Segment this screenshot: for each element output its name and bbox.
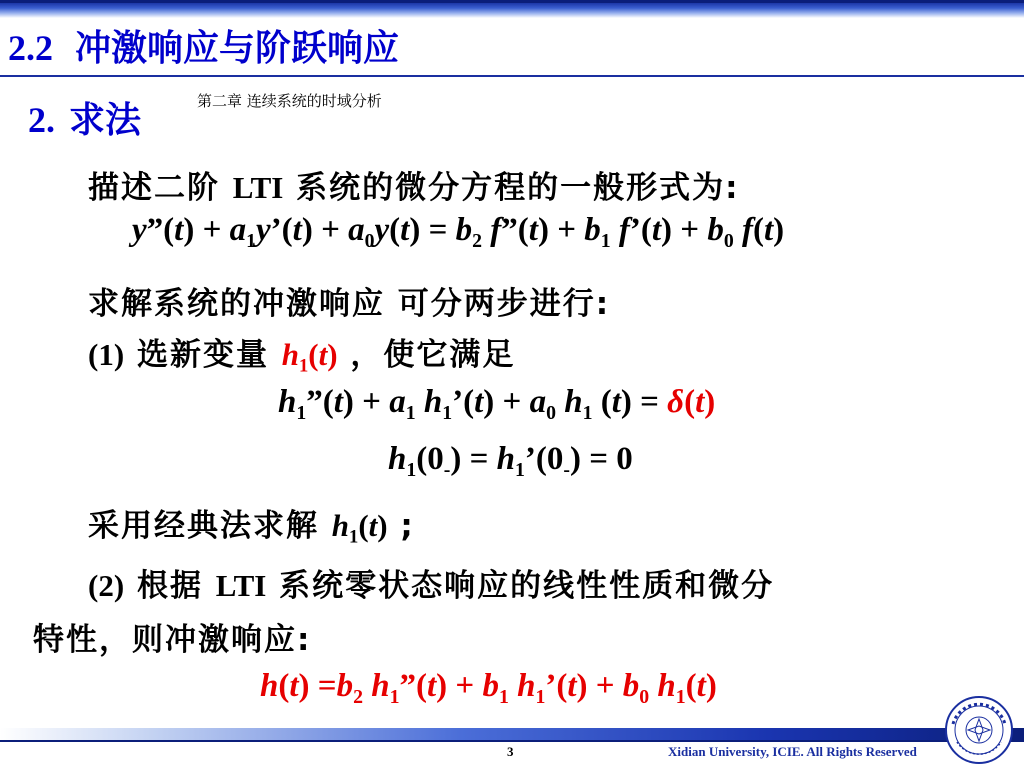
step-one-text-2: ，使它满足 — [350, 337, 516, 373]
xidian-university-seal-icon — [943, 694, 1015, 766]
h1-variable: $h_1(t)$ — [281, 337, 338, 377]
step-two-label: (2) — [88, 568, 125, 603]
copyright-footer: Xidian University, ICIE. All Rights Reserved — [668, 744, 917, 759]
intro-text-1: 描述二阶 — [88, 170, 220, 206]
differential-equation: y”(t) + $a_1y’(t) + a_0y(t) = b_2$ f”(t) + $b_1$ f’(t) + $b_0$ f(t) — [132, 212, 785, 252]
initial-conditions: $h_1(0_-)$ = $h_1’(0_-) = 0$ — [388, 441, 633, 481]
title-divider — [0, 75, 1024, 77]
classical-method-line: 采用经典法求解 $h_1(t)$ ; — [88, 508, 415, 548]
step-one-label: (1) — [88, 337, 125, 372]
bottom-banner-edge — [0, 740, 1024, 742]
step-two-line — [88, 560, 774, 605]
section-heading — [28, 92, 141, 143]
chapter-label: 第二章 连续系统的时域分析 — [197, 92, 382, 110]
steps-line: 求解系统的冲激响应 可分两步进行: — [88, 286, 611, 322]
intro-text-2: 系统的微分方程的一般形式为: — [296, 170, 740, 206]
step-two-text-1: 根据 — [136, 568, 203, 604]
step-two-lti: LTI — [215, 568, 267, 603]
top-banner-edge — [0, 0, 1024, 3]
title-number: 2.2 — [8, 28, 53, 68]
slide-title — [8, 20, 399, 71]
step-one-line — [88, 329, 516, 377]
bottom-banner — [0, 728, 1024, 740]
step-two-text-2: 系统零状态响应的线性性质和微分 — [279, 568, 775, 604]
impulse-response-equation: $h(t) =b_2$ $h_1”(t) + b_1$ $h_1’(t) + b_0$ $h_1(t)$ — [260, 668, 717, 708]
h1-equation: $h_1”(t) + a_1$ $h_1’(t) + a_0$ $h_1$ (t) = δ(t) — [278, 384, 716, 424]
classical-method-text: 采用经典法求解 — [88, 508, 319, 544]
page-number: 3 — [507, 744, 514, 759]
section-text: 求法 — [69, 100, 142, 141]
title-text: 冲激响应与阶跃响应 — [75, 28, 400, 69]
intro-lti: LTI — [232, 170, 284, 205]
step-two-continuation: 特性，则冲激响应: — [33, 622, 312, 658]
step-one-text: 选新变量 — [136, 337, 269, 373]
section-number: 2. — [28, 100, 55, 140]
intro-line — [88, 162, 740, 207]
